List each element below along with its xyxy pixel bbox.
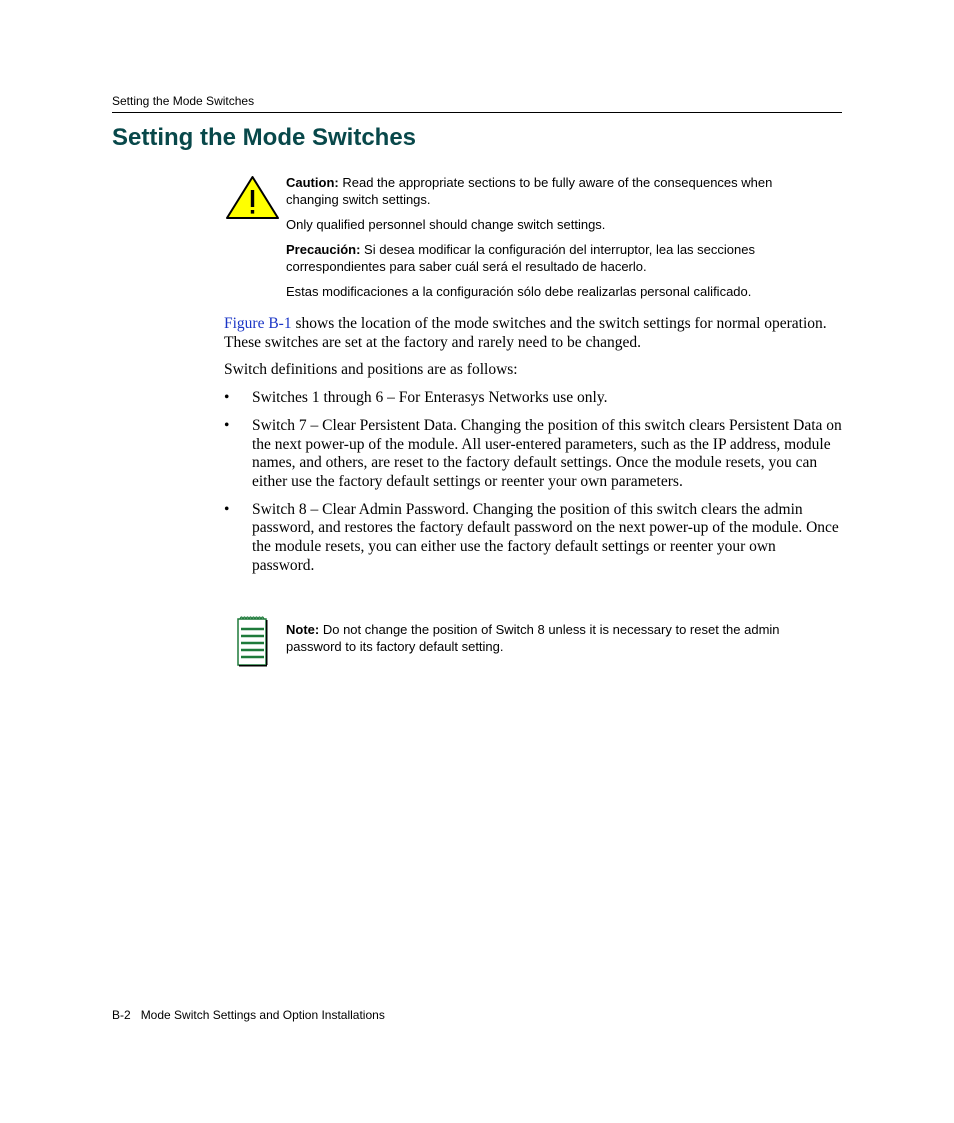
caution-text: Read the appropriate sections to be fully aware of the consequences when changing switch settings. (286, 175, 773, 207)
footer-chapter-title: Mode Switch Settings and Option Installations (140, 1008, 385, 1022)
list-item-text: Switch 7 – Clear Persistent Data. Changing the position of this switch clears Persistent Data on the next power-up of the module. All user-entered parameters, such as the IP address, module names, and others, are reset to the factory default settings. Once the module resets, you can either use the factory default settings or reenter your own parameters. (252, 416, 842, 490)
switch-definitions-list (224, 389, 842, 575)
caution-label: Caution: (286, 175, 339, 190)
caution-paragraph (286, 174, 826, 208)
header-rule (112, 112, 842, 113)
running-header: Setting the Mode Switches (112, 94, 255, 108)
list-item (224, 417, 842, 492)
note-paragraph (286, 621, 826, 655)
qualified-personnel-text: Only qualified personnel should change switch settings. (286, 217, 606, 232)
body-text (224, 315, 842, 584)
notepad-icon (234, 614, 270, 667)
list-item-text: Switches 1 through 6 – For Enterasys Networks use only. (252, 389, 608, 407)
bullet-icon: • (224, 500, 230, 518)
intro-paragraph (224, 315, 842, 352)
list-item (224, 501, 842, 576)
intro-text: shows the location of the mode switches and the switch settings for normal operation. These switches are set at the factory and rarely need to be changed. (224, 315, 827, 351)
precaucion-text: Si desea modificar la configuración del interruptor, lea las secciones correspondientes para saber cuál será el resultado de hacerlo. (286, 242, 755, 274)
page-number: B-2 (112, 1008, 131, 1022)
precaucion-personal-text: Estas modificaciones a la configuración sólo debe realizarlas personal calificado. (286, 284, 752, 299)
page-title: Setting the Mode Switches (112, 124, 417, 151)
note-callout (286, 621, 826, 663)
precaucion-paragraph (286, 241, 826, 275)
precaucion-label: Precaución: (286, 242, 361, 257)
figure-b1-link[interactable]: Figure B-1 (224, 315, 292, 332)
definitions-lead: Switch definitions and positions are as follows: (224, 361, 518, 379)
warning-triangle-icon (225, 175, 280, 220)
list-item-text: Switch 8 – Clear Admin Password. Changing the position of this switch clears the admin password, and restores the factory default password on the next power-up of the module. Once the module resets, you can either use the factory default settings or reenter your own password. (252, 500, 839, 574)
note-label: Note: (286, 622, 320, 637)
bullet-icon: • (224, 416, 230, 434)
list-item (224, 389, 842, 408)
caution-callout (286, 174, 826, 308)
bullet-icon: • (224, 389, 230, 407)
note-text: Do not change the position of Switch 8 unless it is necessary to reset the admin password to its factory default setting. (286, 622, 780, 654)
page-footer (112, 1008, 385, 1022)
